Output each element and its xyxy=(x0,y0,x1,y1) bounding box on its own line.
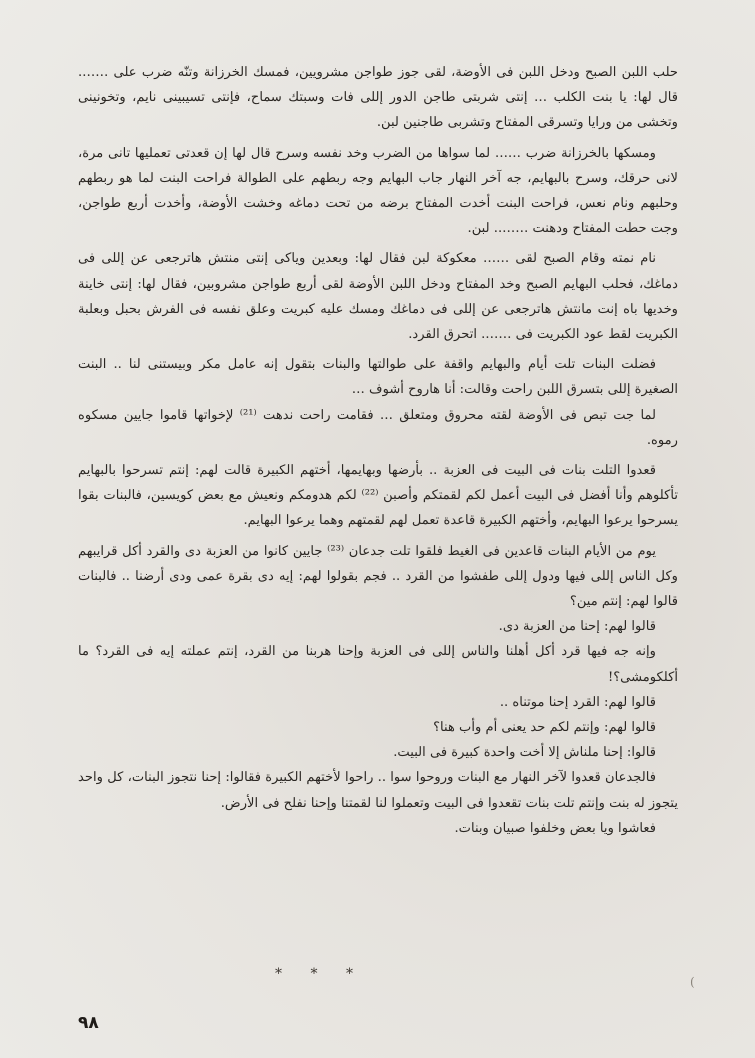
paragraph-1: حلب اللبن الصبح ودخل اللبن فى الأوضة، لقى جوز طواجن مشرويين، فمسك الخرزانة وتنّه ضرب على ……. قال لها: يا بنت الكلب … إنتى شربتى طاجن الدور إللى فات وسبتك سماح، فإنتى تسيبينى نايم، وتخونينى وتخشى من ورايا وتسرقى المفتاح وتشربى طاجنين لبن. xyxy=(78,65,678,131)
paragraph-12: قالوا: إحنا ملناش إلا أخت واحدة كبيرة فى البيت. xyxy=(393,745,656,761)
paragraph-11: قالوا لهم: وإنتم لكم حد يعنى أم وأب هنا؟ xyxy=(433,720,656,736)
page-content xyxy=(78,60,678,841)
paragraph-8: قالوا لهم: إحنا من العزبة دى. xyxy=(498,619,656,635)
section-separator: * * * xyxy=(275,966,365,982)
paragraph-3: نام نمته وقام الصبح لقى …… معكوكة لبن فقال لها: وبعدين وياكى إنتى منتش هاترجعى عن إللى فى دماغك، فحلب البهايم الصبح وخد المفتاح ودخل اللبن الأوضة لقى أربع طواجن مشروبين، فقال لها: إنتى خاينة وخديها باه إنت مانتش هاترجعى عن إللى فى دماغك ومسك عليه كبريت وعلق نفسه فى الفرش بحبل وبعلبة الكبريت لقط عود الكبريت فى ……. اتحرق القرد. xyxy=(78,251,678,343)
paragraph-7: يوم من الأيام البنات قاعدين فى الغيط فلقوا تلت جدعان ⁽²³⁾ جايين كانوا من العزبة دى والقرد أكل قرايبهم وكل الناس إللى فيها ودول إللى طفشوا من القرد .. فجم بقولوا لهم: إيه دى بقرة عمى ودى أرضنا .. فالبنات قالوا لهم: إنتم مين؟ xyxy=(78,543,678,610)
paragraph-13: فالجدعان قعدوا لآخر النهار مع البنات وروحوا سوا .. راحوا لأختهم الكبيرة فقالوا: إحنا نتجوز البنات، كل واحد يتجوز له بنت وإنتم تلت بنات تقعدوا فى البيت وتعملوا لنا لقمتنا وإحنا نفلح فى الأرض. xyxy=(78,770,678,811)
paragraph-9: وإنه جه فيها قرد أكل أهلنا والناس إللى فى العزبة وإحنا هربنا من القرد، إنتم عملته إيه فى القرد؟ ما أكلكومشى؟! xyxy=(78,644,678,685)
paragraph-5: لما جت تبص فى الأوضة لقته محروق ومتعلق … فقامت راحت ندهت ⁽²¹⁾ لإخواتها قاموا جايين مسكوه رموه. xyxy=(78,407,678,448)
paragraph-4: فضلت البنات تلت أيام والبهايم واقفة على طوالتها والبنات بتقول إنه عامل مكر وبيستنى لنا .. البنت الصغيرة إللى بتسرق اللبن راحت وقالت: أنا هاروح أشوف … xyxy=(78,357,678,398)
paragraph-2: ومسكها بالخرزانة ضرب …… لما سواها من الضرب وخد نفسه وسرح قال لها إن قعدتى تعمليها تانى مرة، لانى حرقك، وسرح بالبهايم، جه آخر النهار جاب البهايم وجه ربطهم على الطوالة فراحت البنت لما هو ربطهم وحلبهم ونام نعس، فراحت البنت أخدت المفتاح برضه من تحت دماغه وخشت الأوضة، وأخدت أربع طواجن، وجت حطت المفتاح ودهنت …….. لبن. xyxy=(78,145,678,237)
paragraph-14: فعاشوا ويا بعض وخلفوا صبيان وبنات. xyxy=(454,820,656,836)
paragraph-6: قعدوا التلت بنات فى البيت فى العزبة .. بأرضها وبهايمها، أختهم الكبيرة قالت لهم: إنتم تسرحوا بالبهايم تأكلوهم وأنا أفضل فى البيت أعمل لكم لقمتكم وأصبن ⁽²²⁾ لكم هدومكم ونعيش مع بعض كويسين، فالبنات بقوا يسرحوا يرعوا البهايم، وأختهم الكبيرة قاعدة تعمل لهم لقمتهم وهما يرعوا البهايم. xyxy=(78,463,679,529)
page-number: ٩٨ xyxy=(78,1013,99,1033)
edge-mark: ( xyxy=(690,975,695,989)
paragraph-10: قالوا لهم: القرد إحنا موتناه .. xyxy=(499,694,656,710)
